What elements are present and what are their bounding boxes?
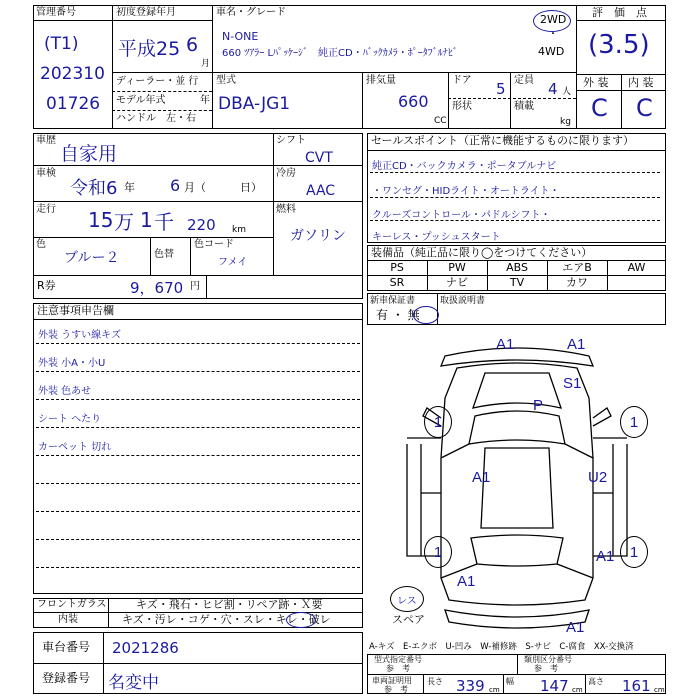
divider — [448, 72, 449, 129]
mark-left-side: A1 — [472, 469, 491, 486]
color-value: ブルー２ — [64, 250, 120, 266]
fuel-label: 燃料 — [276, 204, 296, 215]
divider — [33, 201, 273, 202]
sales-line-2: ・ワンセグ・HIDライト・オートライト・ — [372, 186, 560, 197]
divider — [362, 72, 363, 129]
divider — [112, 72, 212, 73]
car-name: N-ONE — [222, 30, 259, 43]
chassis-value: 2021286 — [112, 639, 179, 657]
divider — [190, 237, 191, 275]
first-reg-era: 平成25 — [118, 38, 181, 60]
divider — [112, 20, 212, 21]
model-year-label: モデル年式 — [116, 95, 166, 106]
color-code-label: 色コード — [194, 239, 234, 250]
history-value: 自家用 — [60, 143, 118, 165]
divider — [36, 511, 360, 512]
fuel-value: ガソリン — [290, 228, 346, 244]
interior-row-label: 内装 — [58, 614, 78, 625]
capacity-label: 定員 — [514, 75, 534, 86]
mark-right-side: U2 — [588, 469, 608, 486]
length-value: 339 — [456, 677, 485, 695]
equipment-label: 装備品（純正品に限り◯をつけてください） — [371, 246, 593, 259]
mileage-rest: 220 — [187, 216, 216, 234]
month-unit: 月 — [201, 59, 211, 69]
divider — [212, 72, 576, 73]
equip-tv: TV — [509, 276, 525, 289]
warranty-options: 有 ・ 無 — [376, 308, 420, 322]
length-label: 長さ — [427, 677, 443, 686]
height-value: 161 — [622, 677, 651, 695]
mark-rear-left: A1 — [457, 573, 476, 590]
note-line-5: カーペット 切れ — [38, 442, 112, 453]
divider — [36, 567, 360, 568]
divider — [370, 172, 660, 173]
mark-front-right: A1 — [567, 336, 586, 353]
manual-label: 取扱説明書 — [440, 296, 486, 306]
interior-label: 内 装 — [628, 76, 654, 89]
divider — [273, 133, 274, 275]
equip-ps: PS — [390, 261, 404, 274]
divider — [36, 539, 360, 540]
divider — [367, 150, 666, 151]
divider — [517, 654, 518, 674]
first-reg-label: 初度登録年月 — [116, 7, 176, 18]
ac-value: AAC — [306, 183, 336, 199]
drive-dot: ・ — [548, 29, 558, 40]
shift-label: シフト — [276, 135, 306, 146]
cc-unit: CC — [434, 116, 447, 126]
equip-navi: ナビ — [446, 276, 468, 289]
divider — [448, 98, 576, 99]
note-line-1: 外装 うすい線キズ — [38, 330, 121, 341]
divider — [510, 72, 511, 129]
door-value: 5 — [496, 80, 506, 98]
cert-sub: 参 考 — [384, 685, 408, 694]
cm-unit: cm — [572, 686, 583, 694]
divider — [206, 275, 207, 299]
divider — [36, 455, 360, 456]
divider — [423, 674, 424, 694]
equip-sr: SR — [389, 276, 405, 289]
sales-points-label: セールスポイント（正常に機能するものに限ります） — [371, 134, 635, 147]
tire-rear-right: 1 — [620, 536, 648, 568]
divider — [576, 5, 577, 129]
note-line-4: シート へたり — [38, 414, 102, 425]
mark-rear-bottom: A1 — [566, 619, 585, 636]
cm-unit: cm — [654, 686, 665, 694]
mgmt-line-1: (T1) — [44, 34, 79, 54]
handle-label: ハンドル 左・右 — [116, 113, 196, 124]
reg-label: 登録番号 — [42, 671, 91, 685]
divider — [108, 598, 109, 628]
km-unit: km — [232, 225, 246, 235]
displacement-value: 660 — [398, 92, 429, 111]
spare-label: スペア — [392, 613, 425, 626]
equip-abs: ABS — [506, 261, 528, 274]
color-label: 色 — [36, 239, 46, 250]
yen-unit: 円 — [190, 281, 200, 292]
load-label: 積載 — [514, 101, 534, 112]
divider — [33, 237, 273, 238]
divider — [273, 201, 363, 202]
grade: 660 ﾂｱﾗｰ Lﾊﾟｯｹｰｼﾞ 純正CD・ﾊﾞｯｸｶﾒﾗ・ﾎﾟｰﾀﾌﾞﾙﾅﾋﾞ — [222, 48, 458, 59]
mileage-sen: 1 — [140, 208, 153, 232]
divider — [36, 343, 360, 344]
interior-options: キズ・汚レ・コゲ・穴・スレ・キレ・破レ — [122, 613, 331, 626]
sales-line-4: キーレス・プッシュスタート — [372, 232, 501, 243]
ref-label-2: 参 考 — [534, 664, 558, 673]
divider — [112, 91, 212, 92]
r-ticket-value: 9，670 — [130, 279, 184, 297]
note-line-3: 外装 色あせ — [38, 386, 92, 397]
divider — [33, 20, 112, 21]
year-unit: 年 — [200, 95, 210, 106]
car-name-label: 車名・グレード — [216, 7, 286, 18]
score-value: (3.5) — [588, 30, 650, 60]
displacement-label: 排気量 — [366, 75, 396, 86]
tire-front-left: 1 — [424, 406, 452, 438]
drive-4wd: 4WD — [538, 45, 565, 58]
divider — [576, 90, 666, 91]
equip-airbag: エアB — [562, 261, 592, 274]
day-paren: 日） — [240, 181, 262, 194]
exterior-grade: C — [591, 94, 608, 122]
cert-label: 車両証明用 — [372, 676, 412, 685]
mileage-man: 15 — [88, 208, 114, 232]
divider — [212, 5, 213, 129]
door-label: ドア — [452, 75, 472, 86]
height-label: 高さ — [588, 677, 604, 686]
divider — [33, 663, 363, 664]
circle-mark — [413, 306, 439, 324]
exterior-label: 外 装 — [583, 76, 609, 89]
damage-legend: A-キズ E-エクボ U-凹み W-補修跡 S-サビ C-腐食 XX-交換済 — [369, 642, 634, 652]
divider — [503, 674, 504, 694]
interior-grade: C — [636, 94, 653, 122]
inspection-month: 6 — [170, 176, 181, 195]
mark-rear-right: A1 — [596, 548, 615, 565]
notes-label: 注意事項申告欄 — [37, 304, 114, 317]
front-glass-options: キズ・飛石・ヒビ割・リペア跡・Ｘ要 — [136, 598, 323, 611]
equip-leather: カワ — [566, 276, 588, 289]
r-ticket-label: R券 — [37, 279, 56, 292]
divider — [36, 427, 360, 428]
divider — [367, 674, 666, 675]
divider — [103, 632, 104, 694]
sales-line-1: 純正CD・バックカメラ・ポータブルナビ — [372, 161, 557, 172]
circle-mark — [286, 612, 316, 628]
divider — [370, 220, 660, 221]
type-cert-label: 型式指定番号 — [374, 655, 422, 664]
capacity-value: 4 — [548, 80, 558, 98]
divider — [585, 674, 586, 694]
shape-label: 形状 — [452, 101, 472, 112]
shift-value: CVT — [305, 150, 333, 166]
capacity-unit: 人 — [562, 87, 572, 97]
dealer-label: ディーラー・並 行 — [116, 76, 199, 87]
inspection-label: 車検 — [36, 168, 56, 179]
mark-roof: P — [533, 397, 544, 414]
mileage-label: 走行 — [36, 204, 56, 215]
first-reg-month: 6 — [186, 34, 199, 56]
divider — [621, 74, 622, 129]
divider — [33, 165, 273, 166]
type-value: DBA-JG1 — [218, 94, 291, 114]
divider — [33, 319, 363, 320]
divider — [36, 399, 360, 400]
score-label: 評 価 点 — [592, 6, 647, 19]
divider — [437, 293, 438, 325]
drive-2wd: 2WD — [540, 13, 567, 26]
front-glass-label: フロントガラス — [37, 599, 107, 610]
spare-mark: レス — [397, 596, 417, 607]
tire-rear-left: 1 — [424, 536, 452, 568]
chassis-label: 車台番号 — [42, 640, 91, 654]
color-code-value: フメイ — [218, 257, 248, 268]
cm-unit: cm — [489, 686, 500, 694]
equip-aw: AW — [627, 261, 646, 274]
year-unit: 年 — [124, 181, 135, 194]
man-unit: 万 — [114, 210, 134, 234]
width-value: 147 — [540, 677, 569, 695]
divider — [36, 483, 360, 484]
mgmt-line-2: 202310 — [40, 64, 105, 84]
mgmt-label: 管理番号 — [36, 7, 76, 18]
divider — [36, 371, 360, 372]
class-label: 類別区分番号 — [524, 655, 572, 664]
sales-line-3: クルーズコントロール・パドルシフト・ — [372, 210, 551, 221]
equip-pw: PW — [448, 261, 466, 274]
mgmt-line-3: 01726 — [46, 94, 101, 114]
note-line-2: 外装 小A・小U — [38, 358, 106, 369]
divider — [33, 275, 363, 276]
mark-front-left: A1 — [496, 336, 515, 353]
divider — [112, 110, 212, 111]
divider — [150, 237, 151, 275]
history-label: 車歴 — [36, 135, 56, 146]
type-label: 型式 — [216, 75, 236, 86]
tire-front-right: 1 — [620, 406, 648, 438]
kg-unit: kg — [560, 117, 571, 127]
mark-hood: S1 — [563, 375, 582, 392]
reg-value: 名変中 — [108, 673, 159, 693]
divider — [370, 197, 660, 198]
month-paren: 月（ — [184, 181, 206, 194]
divider — [576, 20, 666, 21]
ac-label: 冷房 — [276, 168, 296, 179]
sen-unit: 千 — [154, 210, 174, 234]
repaint-label: 色替 — [154, 249, 174, 260]
inspection-era: 令和6 — [70, 178, 118, 199]
ref-label: 参 考 — [386, 664, 410, 673]
width-label: 幅 — [506, 677, 514, 686]
warranty-label: 新車保証書 — [370, 296, 416, 306]
